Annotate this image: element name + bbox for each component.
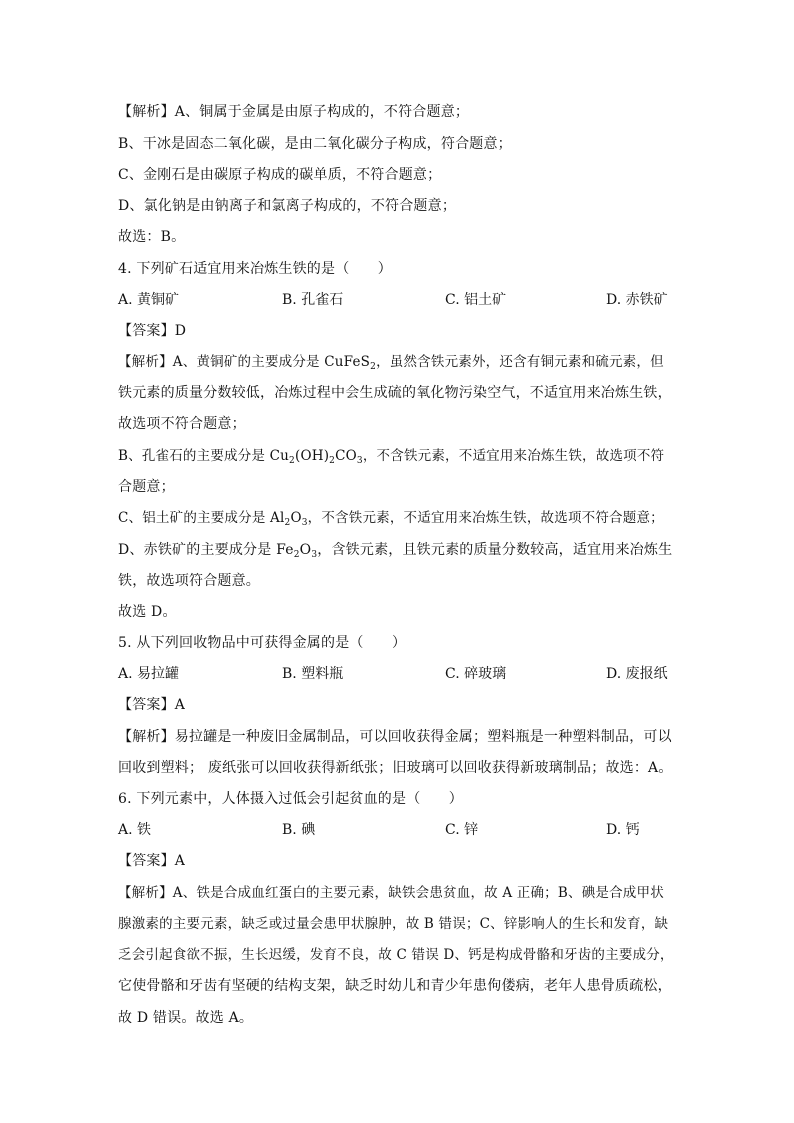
q6-option-a: A. 铁 [118,822,152,838]
q6-stem: 6. 下列元素中，人体摄入过低会引起贫血的是（ ） [118,791,464,807]
q4-analysis-c-line1: C、铝土矿的主要成分是 $Al_2O_3$，不含铁元素，不适宜用来冶炼生铁，故选项不符合题意； [118,510,664,528]
q4-conclusion: 故选 D。 [118,604,177,620]
q6-option-c: C. 锌 [445,822,479,838]
q6-option-b: B. 碘 [282,822,316,838]
q3-analysis-a: 【解析】A、铜属于金属是由原子构成的，不符合题意； [118,104,470,120]
q5-analysis-line2: 回收到塑料； 废纸张可以回收获得新纸张；旧玻璃可以回收获得新玻璃制品；故选：A。 [118,760,673,776]
q5-option-a: A. 易拉罐 [118,666,180,682]
q4-analysis-d-line2: 铁，故选项符合题意。 [118,573,260,589]
q3-conclusion: 故选：B。 [118,229,186,245]
q5-stem: 5. 从下列回收物品中可获得金属的是（ ） [118,635,407,651]
q4-analysis-b-line2: 合题意； [118,479,175,495]
q3-analysis-c: C、金刚石是由碳原子构成的碳单质，不符合题意； [118,167,442,183]
q5-answer: 【答案】A [118,697,186,713]
q6-analysis-line3: 乏会引起食欲不振，生长迟缓，发育不良，故 C 错误 D、钙是构成骨骼和牙齿的主要成分， [118,947,674,963]
q4-option-b: B. 孔雀石 [282,292,344,308]
q4-option-c: C. 铝土矿 [445,292,507,308]
q4-option-a: A. 黄铜矿 [118,292,180,308]
q5-option-b: B. 塑料瓶 [282,666,344,682]
q4-stem: 4. 下列矿石适宜用来冶炼生铁的是（ ） [118,261,393,277]
q5-option-d: D. 废报纸 [606,666,668,682]
q4-analysis-b-line1: B、孔雀石的主要成分是 $Cu_2(OH)_2CO_3$，不含铁元素，不适宜用来冶炼生铁，故选项不符 [118,448,665,466]
q6-option-d: D. 钙 [606,822,640,838]
q6-analysis-line1: 【解析】A、铁是合成血红蛋白的主要元素，缺铁会患贫血，故 A 正确；B、碘是合成甲状 [118,885,664,901]
q5-option-c: C. 碎玻璃 [445,666,507,682]
q4-analysis-a-line1: 【解析】A、黄铜矿的主要成分是 CuFeS$_2$，虽然含铁元素外，还含有铜元素和硫元素，但 [118,354,664,372]
q6-analysis-line5: 故 D 错误。故选 A。 [118,1010,254,1026]
q3-analysis-d: D、氯化钠是由钠离子和氯离子构成的，不符合题意； [118,198,457,214]
q4-analysis-d-line1: D、赤铁矿的主要成分是 $Fe_2O_3$，含铁元素，且铁元素的质量分数较高，适宜用来冶炼生 [118,542,673,560]
q6-analysis-line2: 腺激素的主要元素，缺乏或过量会患甲状腺肿，故 B 错误；C、锌影响人的生长和发育，缺 [118,916,669,932]
q6-answer: 【答案】A [118,853,186,869]
q4-option-d: D. 赤铁矿 [606,292,668,308]
q3-analysis-b: B、干冰是固态二氧化碳，是由二氧化碳分子构成，符合题意； [118,136,512,152]
q4-analysis-a-line2: 铁元素的质量分数较低，冶炼过程中会生成硫的氧化物污染空气，不适宜用来冶炼生铁， [118,385,672,401]
q6-analysis-line4: 它使骨骼和牙齿有坚硬的结构支架，缺乏时幼儿和青少年患佝偻病，老年人患骨质疏松， [118,978,672,994]
q4-answer: 【答案】D [118,323,187,339]
q4-analysis-a-line3: 故选项不符合题意； [118,416,246,432]
q5-analysis-line1: 【解析】易拉罐是一种废旧金属制品，可以回收获得金属；塑料瓶是一种塑料制品，可以 [118,729,672,745]
